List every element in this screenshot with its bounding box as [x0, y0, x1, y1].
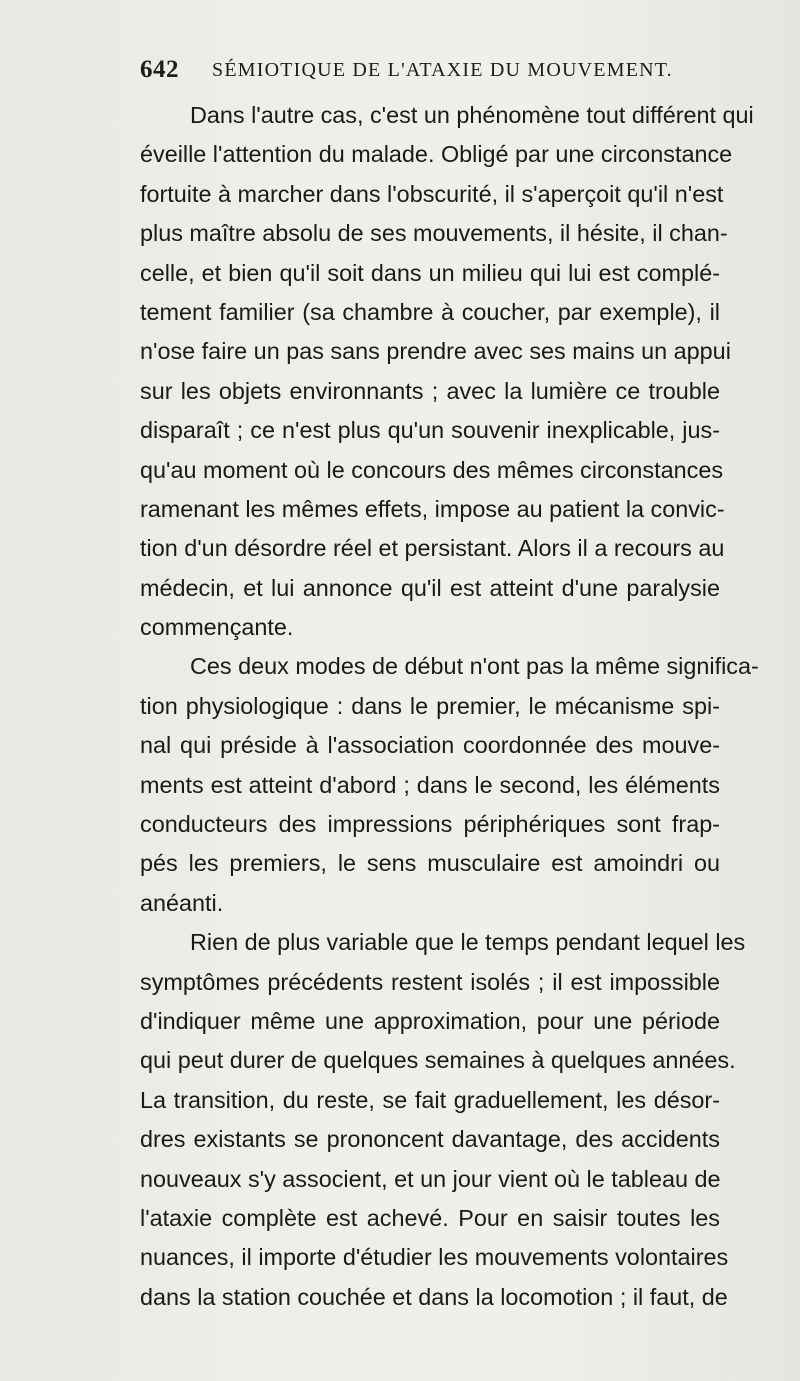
text-line: d'indiquer même une approximation, pour une période — [140, 1007, 720, 1034]
text-line: l'ataxie complète est achevé. Pour en saisir toutes les — [140, 1204, 720, 1231]
text-line: Ces deux modes de début n'ont pas la même significa- — [190, 653, 759, 680]
text-line: anéanti. — [140, 889, 224, 916]
text-line: disparaît ; ce n'est plus qu'un souvenir inexplicable, jus- — [140, 417, 720, 444]
text-line: ramenant les mêmes effets, impose au patient la convic- — [140, 495, 725, 522]
text-line: qui peut durer de quelques semaines à quelques années. — [140, 1047, 736, 1074]
text-line: dans la station couchée et dans la locomotion ; il faut, de — [140, 1283, 728, 1310]
text-line: sur les objets environnants ; avec la lumière ce trouble — [140, 377, 720, 404]
text-line: Dans l'autre cas, c'est un phénomène tout différent qui — [190, 102, 754, 128]
text-line: symptômes précédents restent isolés ; il est impossible — [140, 968, 720, 995]
text-line: n'ose faire un pas sans prendre avec ses mains un appui — [140, 338, 731, 365]
text-line: nuances, il importe d'étudier les mouvements volontaires — [140, 1244, 729, 1271]
text-line: plus maître absolu de ses mouvements, il hésite, il chan- — [140, 220, 728, 247]
paragraph-3 — [140, 923, 746, 1317]
text-line: commençante. — [140, 614, 294, 641]
text-line: nouveaux s'y associent, et un jour vient où le tableau de — [140, 1165, 721, 1192]
text-line: dres existants se prononcent davantage, des accidents — [140, 1126, 720, 1153]
text-line: qu'au moment où le concours des mêmes circonstances — [140, 456, 724, 483]
paragraph-2 — [140, 647, 759, 923]
text-line: médecin, et lui annonce qu'il est atteint d'une paralysie — [140, 574, 720, 601]
text-line: éveille l'attention du malade. Obligé par une circonstance — [140, 141, 733, 168]
text-line: tion physiologique : dans le premier, le mécanisme spi- — [140, 692, 720, 719]
text-line: fortuite à marcher dans l'obscurité, il s'aperçoit qu'il n'est — [140, 180, 724, 207]
text-line: conducteurs des impressions périphériques sont frap- — [140, 811, 720, 838]
body-text — [140, 96, 759, 1317]
text-line: ments est atteint d'abord ; dans le second, les éléments — [140, 771, 720, 798]
text-line: pés les premiers, le sens musculaire est amoindri ou — [140, 850, 720, 877]
text-line: nal qui préside à l'association coordonnée des mouve- — [140, 732, 720, 759]
text-line: Rien de plus variable que le temps pendant lequel les — [190, 929, 746, 956]
page-number: 642 — [140, 56, 179, 83]
running-title: SÉMIOTIQUE DE L'ATAXIE DU MOUVEMENT. — [212, 59, 673, 81]
text-line: tement familier (sa chambre à coucher, par exemple), il — [140, 298, 720, 325]
text-line: celle, et bien qu'il soit dans un milieu qui lui est complé- — [140, 259, 720, 286]
paragraph-1 — [140, 96, 754, 647]
text-line: La transition, du reste, se fait graduellement, les désor- — [140, 1086, 720, 1113]
running-head — [140, 56, 720, 92]
text-line: tion d'un désordre réel et persistant. Alors il a recours au — [140, 535, 725, 562]
